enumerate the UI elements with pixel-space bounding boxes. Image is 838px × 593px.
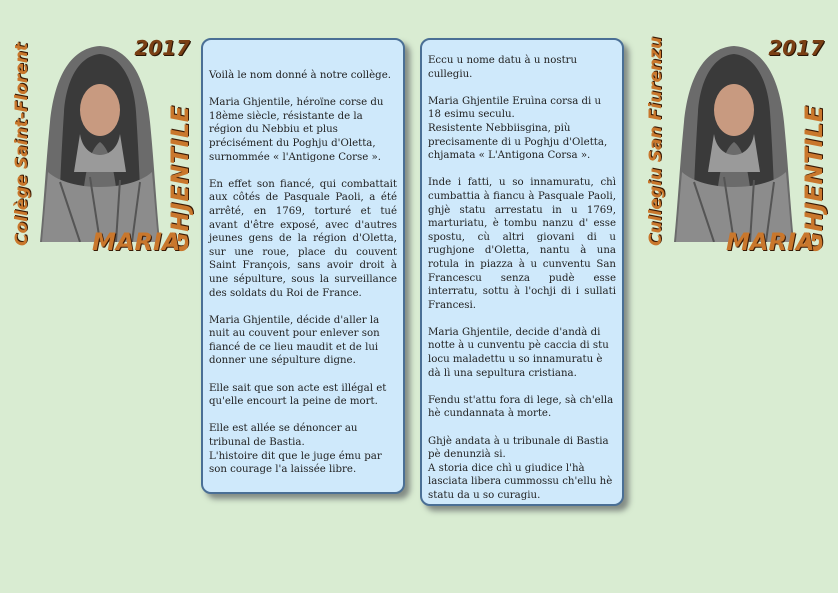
- year-label: 2017: [134, 36, 190, 60]
- last-name-vertical: GHJENTILE: [800, 105, 828, 252]
- paragraph: Voilà le nom donné à notre collège.: [209, 70, 391, 81]
- paragraph: Fendu st'attu fora di lege, sà ch'ella hè cundannata à morte.: [428, 394, 614, 420]
- school-name-vertical: Collège Saint-Florent: [12, 42, 32, 246]
- last-name-vertical: GHJENTILE: [166, 105, 194, 252]
- corsican-text-panel: [420, 38, 624, 506]
- paragraph: Elle est allée se dénoncer au tribunal de Bastia. L'histoire dit que le juge ému par son courage l'a laissée libre.: [209, 423, 382, 476]
- paragraph: Maria Ghjentile Eruìna corsa di u 18 esimu seculu. Resistente Nebbiisgina, più precisamente di u Poghju d'Oletta, chjamata « L'Antigona Corsa ».: [428, 95, 608, 162]
- paragraph: Eccu u nome datu à u nostru cullegiu.: [428, 55, 578, 80]
- paragraph: En effet son fiancé, qui combattait aux côtés de Pasquale Paoli, a été arrêté, en 1769, torturé et tué avant d'être exposé, avec d'autres jeunes gens de la région d'Oletta, sur une roue, place du couvent Saint François, sans avoir droit à une sépulture, sous la surveillance des soldats du Roi de France.: [209, 178, 397, 299]
- paragraph: Ghjè andata à u tribunale di Bastia pè denunzià si. A storia dice chì u giudice l'hà lasciata libera cummossu ch'ellu hè statu da u so curagiu.: [428, 435, 613, 501]
- first-name-label: MARIA: [726, 228, 815, 256]
- right-badge: [642, 32, 832, 256]
- paragraph: Maria Ghjentile, décide d'aller la nuit au couvent pour enlever son fiancé de ce lieu maudit et de lui donner une sépulture digne.: [209, 314, 380, 367]
- portrait-image: [40, 42, 160, 242]
- french-text-panel: [201, 38, 405, 494]
- paragraph: Inde i fatti, u so innamuratu, chì cumbattia à fiancu à Pasquale Paoli, ghjè statu arrestatu in u 1769, marturiatu, è tombu nanzu d' esse spostu, cù altri giovani di u rughjone d'Oletta, nantu à una rotula in piazza à u cunventu San Francescu senza pudè esse interratu, sottu à l'ochji di i sullati Francesi.: [428, 177, 616, 311]
- paragraph: Maria Ghjentile, héroïne corse du 18ème siècle, résistante de la région du Nebbiu et plus précisément du Poghju d'Oletta, surnommée « l'Antigone Corse ».: [209, 97, 384, 163]
- left-badge: [8, 32, 198, 256]
- paragraph: Elle sait que son acte est illégal et qu'elle encourt la peine de mort.: [209, 382, 387, 408]
- paragraph: Maria Ghjentile, decide d'andà di notte à u cunventu pè caccia di stu locu maladettu u so innamuratu è dà lì una sepultura cristiana.: [428, 326, 609, 379]
- portrait-image: [674, 42, 794, 242]
- first-name-label: MARIA: [92, 228, 181, 256]
- year-label: 2017: [768, 36, 824, 60]
- school-name-vertical: Cullegiu San Fiurenzu: [646, 36, 666, 246]
